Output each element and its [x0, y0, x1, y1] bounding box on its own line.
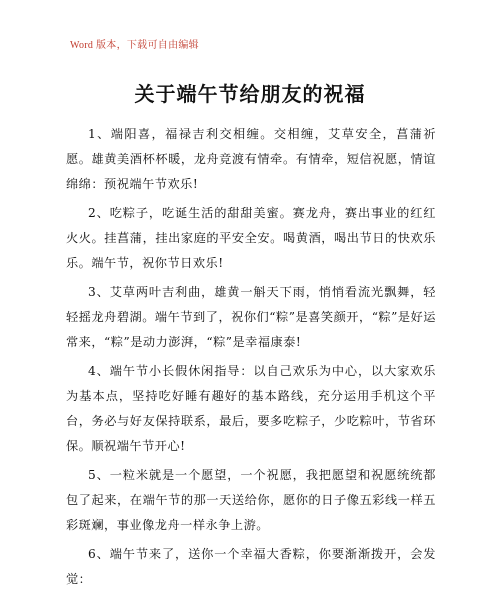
paragraph: 1、端阳喜，福禄吉利交相缠。交相缠，艾草安全，菖蒲祈愿。雄黄美酒杯杯暖，龙舟竞渡有情牵。有情牵，短信祝愿，情谊绵绵：预祝端午节欢乐!: [66, 127, 436, 191]
document-title: 关于端午节给朋友的祝福: [134, 82, 366, 106]
paragraph: 2、吃粽子，吃诞生活的甜甜美蜜。赛龙舟，赛出事业的红红火火。挂菖蒲，挂出家庭的平安全安。喝黄酒，喝出节日的快欢乐乐。端午节，祝你节日欢乐!: [66, 206, 436, 270]
header-note: Word 版本，下载可自由编辑: [70, 40, 199, 51]
document-body: [66, 122, 436, 596]
paragraph: 5、一粒米就是一个愿望，一个祝愿，我把愿望和祝愿统统都包了起来，在端午节的那一天送给你，愿你的日子像五彩线一样五彩斑斓，事业像龙舟一样永争上游。: [66, 468, 436, 532]
paragraph: 3、艾草两叶吉利曲，雄黄一斛天下雨，悄悄看流光飘舞，轻轻摇龙舟碧湖。端午节到了，祝你们“粽”是喜笑颜开，“粽”是好运常来，“粽”是动力澎湃，“粽”是幸福康泰!: [66, 285, 436, 349]
paragraph: 4、端午节小长假休闲指导：以自己欢乐为中心，以大家欢乐为基本点，坚持吃好睡有趣好的基本路线，充分运用手机这个平台，务必与好友保持联系，最后，要多吃粽子，少吃粽叶，节省环保。顺祝端午节开心!: [66, 364, 436, 453]
paragraph: 6、端午节来了，送你一个幸福大香粽，你要渐渐拨开，会发觉：: [66, 547, 436, 586]
